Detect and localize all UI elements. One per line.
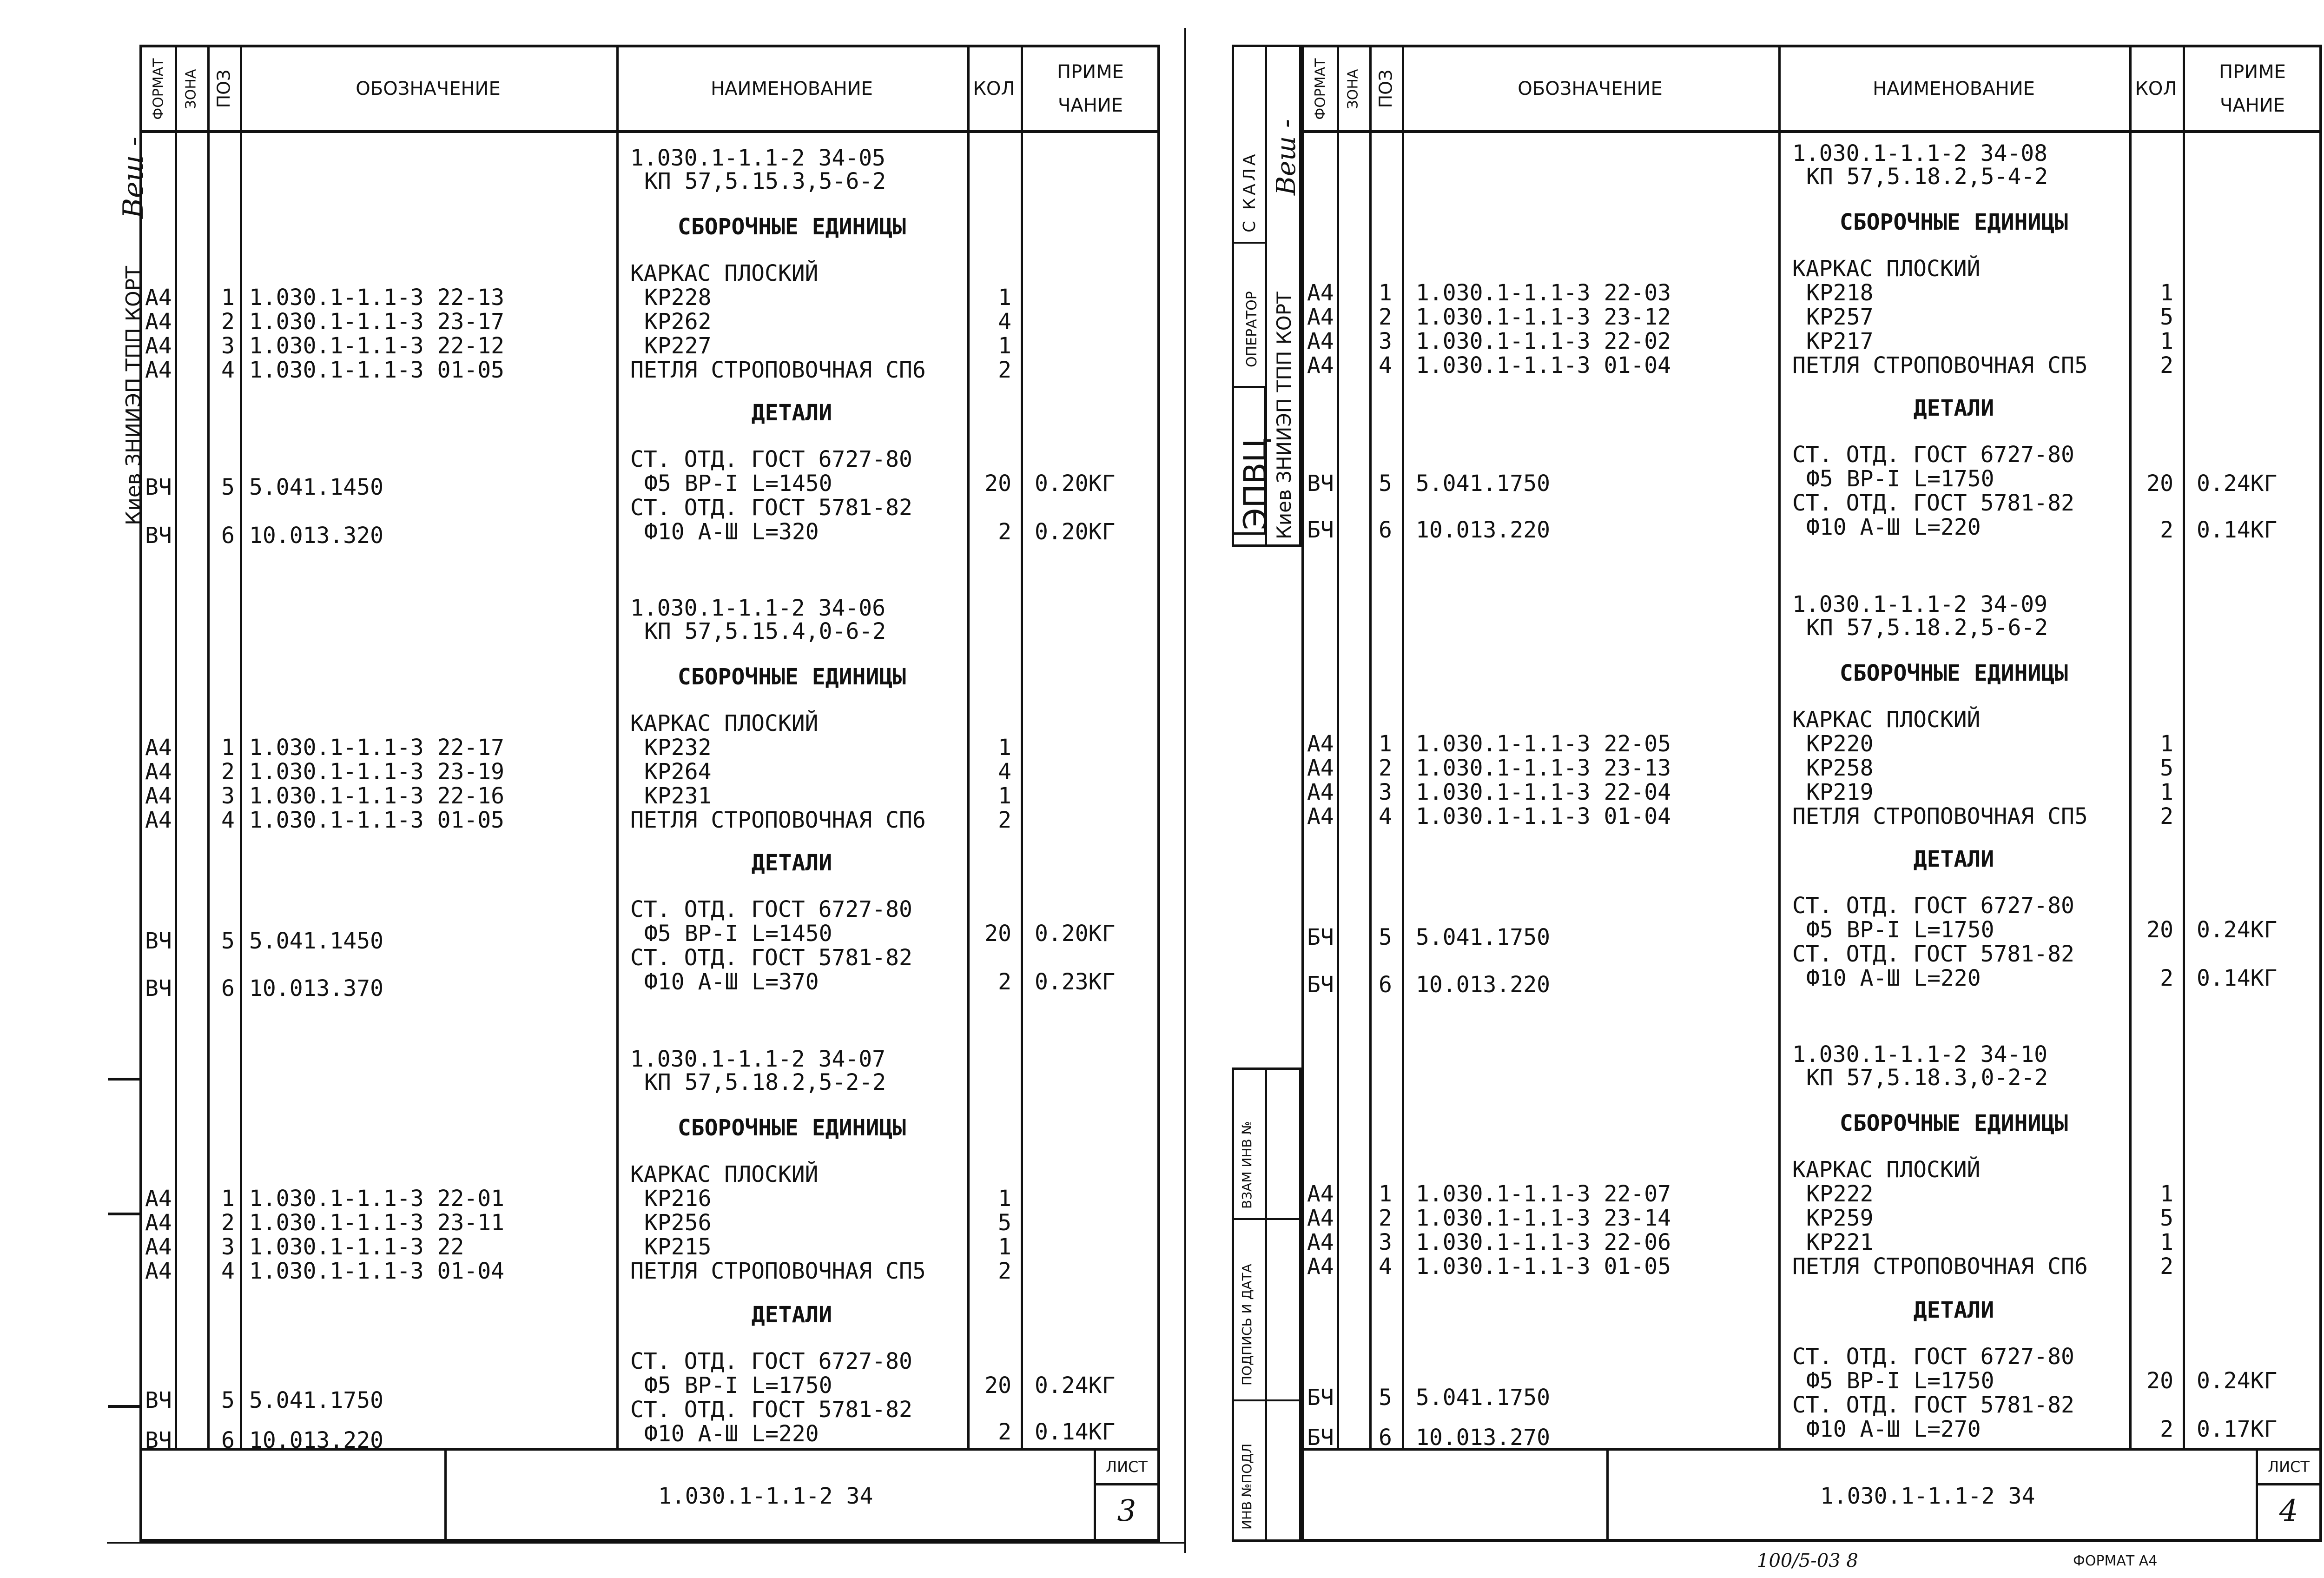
row-pos: 3 — [1379, 328, 1392, 354]
block-subtitle: КП 57,5.18.2,5-4-2 — [1806, 164, 2048, 190]
row-format: А4 — [1307, 1229, 1334, 1255]
detail-designation: 10.013.370 — [249, 975, 383, 1001]
header-note: ПРИМЕ ЧАНИЕ — [1057, 61, 1124, 116]
detail-qty: 20 — [2146, 471, 2173, 497]
detail-note: 0.23КГ — [1035, 969, 1116, 995]
sheet-label: ЛИСТ — [1094, 1451, 1157, 1485]
title-block — [1304, 1448, 2319, 1539]
row-format: А4 — [1307, 328, 1334, 354]
row-designation: 1.030.1-1.1-3 01-05 — [249, 357, 505, 383]
detail-qty: 2 — [2160, 965, 2173, 991]
col-line — [1778, 47, 1781, 1451]
detail-qty: 2 — [998, 1419, 1011, 1445]
row-format: А4 — [1307, 1181, 1334, 1207]
row-format: А4 — [1307, 731, 1334, 757]
row-name: КР215 — [644, 1234, 712, 1260]
row-pos: 3 — [221, 783, 235, 809]
detail-format: ВЧ — [145, 975, 172, 1001]
detail-format: ВЧ — [1307, 471, 1334, 497]
row-pos: 3 — [221, 333, 235, 359]
row-qty: 1 — [2160, 328, 2173, 354]
row-name: КР258 — [1806, 755, 1874, 781]
row-designation: 1.030.1-1.1-3 22-06 — [1416, 1229, 1671, 1255]
row-qty: 4 — [998, 759, 1011, 785]
detail-pos: 6 — [1379, 517, 1392, 543]
spec-sheet-right — [1301, 45, 2322, 1542]
row-format: А4 — [145, 1258, 172, 1284]
header-qty: КОЛ — [973, 78, 1015, 99]
row-qty: 2 — [998, 1258, 1011, 1284]
scale-label: С КАЛА — [1240, 151, 1259, 232]
header-zone: ЗОНА — [183, 69, 199, 109]
assembly-heading: СБОРОЧНЫЕ ЕДИНИЦЫ — [1839, 660, 2068, 686]
detail-pos: 6 — [221, 1427, 235, 1453]
row-pos: 4 — [1379, 1253, 1392, 1280]
detail-name-2: Ф5 ВР-I L=1750 — [1806, 466, 1994, 492]
detail-format: ВЧ — [145, 928, 172, 954]
row-name: ПЕТЛЯ СТРОПОВОЧНАЯ СП5 — [1792, 352, 2088, 378]
row-designation: 1.030.1-1.1-3 01-04 — [1416, 803, 1671, 829]
col-line — [175, 47, 177, 1451]
row-qty: 4 — [998, 309, 1011, 335]
detail-name: СТ. ОТД. ГОСТ 6727-80 — [630, 896, 912, 922]
row-qty: 5 — [2160, 755, 2173, 781]
detail-format: БЧ — [1307, 1425, 1334, 1451]
row-pos: 2 — [221, 759, 235, 785]
header-pos: ПОЗ — [213, 69, 234, 108]
spec-sheet-left — [139, 45, 1160, 1542]
row-format: А4 — [145, 1186, 172, 1212]
row-name: ПЕТЛЯ СТРОПОВОЧНАЯ СП5 — [630, 1258, 926, 1284]
detail-note: 0.24КГ — [2197, 917, 2278, 943]
row-designation: 1.030.1-1.1-3 23-17 — [249, 309, 505, 335]
row-pos: 4 — [221, 807, 235, 833]
row-designation: 1.030.1-1.1-3 22-16 — [249, 783, 505, 809]
block-title: 1.030.1-1.1-2 34-10 — [1792, 1041, 2048, 1067]
row-pos: 4 — [221, 357, 235, 383]
row-designation: 1.030.1-1.1-3 01-04 — [249, 1258, 505, 1284]
row-format: А4 — [145, 759, 172, 785]
row-qty: 2 — [2160, 803, 2173, 829]
details-heading: ДЕТАЛИ — [751, 1302, 832, 1328]
frame-label: КАРКАС ПЛОСКИЙ — [630, 710, 819, 736]
detail-format: ВЧ — [145, 1387, 172, 1413]
row-format: А4 — [1307, 304, 1334, 330]
detail-note: 0.24КГ — [2197, 471, 2278, 497]
row-qty: 2 — [2160, 352, 2173, 378]
row-qty: 2 — [998, 357, 1011, 383]
detail-note: 0.24КГ — [1035, 1372, 1116, 1399]
title-block — [142, 1448, 1157, 1539]
detail-note: 0.20КГ — [1035, 921, 1116, 947]
row-format: А4 — [145, 1210, 172, 1236]
detail-designation: 5.041.1450 — [249, 928, 383, 954]
row-qty: 5 — [998, 1210, 1011, 1236]
details-heading: ДЕТАЛИ — [1913, 395, 1994, 421]
detail-designation: 10.013.220 — [1416, 517, 1550, 543]
row-format: А4 — [1307, 803, 1334, 829]
detail-name: СТ. ОТД. ГОСТ 5781-82 — [1792, 490, 2074, 516]
row-format: А4 — [145, 735, 172, 761]
footer-divider — [444, 1451, 447, 1539]
row-pos: 1 — [221, 285, 235, 311]
row-name: КР257 — [1806, 304, 1874, 330]
frame-label: КАРКАС ПЛОСКИЙ — [630, 1161, 819, 1187]
row-designation: 1.030.1-1.1-3 22-05 — [1416, 731, 1671, 757]
detail-name-2: Ф5 ВР-I L=1750 — [644, 1372, 832, 1399]
detail-qty: 2 — [2160, 1416, 2173, 1442]
block-subtitle: КП 57,5.15.4,0-6-2 — [644, 618, 886, 644]
detail-note: 0.14КГ — [2197, 517, 2278, 543]
row-pos: 1 — [1379, 280, 1392, 306]
document-code: 1.030.1-1.1-2 34 — [1820, 1483, 2035, 1509]
row-qty: 2 — [2160, 1253, 2173, 1280]
col-line — [240, 47, 242, 1451]
row-designation: 1.030.1-1.1-3 23-12 — [1416, 304, 1671, 330]
detail-name: СТ. ОТД. ГОСТ 5781-82 — [1792, 1392, 2074, 1418]
detail-format: ВЧ — [145, 474, 172, 500]
detail-name: СТ. ОТД. ГОСТ 6727-80 — [630, 446, 912, 472]
header-zone: ЗОНА — [1345, 69, 1361, 109]
block-subtitle: КП 57,5.18.3,0-2-2 — [1806, 1065, 2048, 1091]
row-pos: 1 — [1379, 731, 1392, 757]
side-stamp-divider — [1232, 242, 1265, 244]
row-designation: 1.030.1-1.1-3 23-14 — [1416, 1205, 1671, 1231]
detail-note: 0.20КГ — [1035, 519, 1116, 545]
row-pos: 2 — [1379, 755, 1392, 781]
row-pos: 4 — [221, 1258, 235, 1284]
assembly-heading: СБОРОЧНЫЕ ЕДИНИЦЫ — [677, 214, 906, 240]
approval-divider — [1232, 1218, 1301, 1220]
detail-name: СТ. ОТД. ГОСТ 5781-82 — [1792, 941, 2074, 967]
row-format: А4 — [145, 309, 172, 335]
detail-designation: 5.041.1750 — [1416, 471, 1550, 497]
row-designation: 1.030.1-1.1-3 01-05 — [1416, 1253, 1671, 1280]
frame-label: КАРКАС ПЛОСКИЙ — [1792, 707, 1981, 733]
row-qty: 2 — [998, 807, 1011, 833]
row-qty: 1 — [998, 285, 1011, 311]
detail-name-2: Ф10 А-Ш L=220 — [1806, 965, 1981, 991]
row-format: А4 — [1307, 755, 1334, 781]
detail-designation: 5.041.1750 — [1416, 1385, 1550, 1411]
row-pos: 2 — [221, 309, 235, 335]
row-name: ПЕТЛЯ СТРОПОВОЧНАЯ СП6 — [630, 357, 926, 383]
detail-pos: 6 — [221, 975, 235, 1001]
detail-name: СТ. ОТД. ГОСТ 5781-82 — [630, 1397, 912, 1423]
row-pos: 3 — [1379, 1229, 1392, 1255]
row-name: КР227 — [644, 333, 712, 359]
row-designation: 1.030.1-1.1-3 22-04 — [1416, 779, 1671, 805]
detail-designation: 10.013.220 — [1416, 972, 1550, 998]
row-format: А4 — [145, 807, 172, 833]
row-pos: 1 — [221, 735, 235, 761]
row-name: КР221 — [1806, 1229, 1874, 1255]
row-pos: 2 — [221, 1210, 235, 1236]
row-name: КР232 — [644, 735, 712, 761]
row-name: КР264 — [644, 759, 712, 785]
header-format: ФОРМАТ — [150, 58, 167, 120]
row-name: ПЕТЛЯ СТРОПОВОЧНАЯ СП6 — [630, 807, 926, 833]
margin-tick — [108, 1213, 140, 1215]
row-format: А4 — [1307, 1205, 1334, 1231]
col-line — [1402, 47, 1404, 1451]
row-name: КР219 — [1806, 779, 1874, 805]
col-line — [2183, 47, 2185, 1451]
bottom-cut-line — [107, 1542, 1185, 1544]
footer-divider — [1606, 1451, 1609, 1539]
frame-label: КАРКАС ПЛОСКИЙ — [1792, 1157, 1981, 1183]
row-name: КР217 — [1806, 328, 1874, 354]
col-line — [616, 47, 619, 1451]
row-qty: 1 — [998, 735, 1011, 761]
row-qty: 1 — [998, 1234, 1011, 1260]
assembly-heading: СБОРОЧНЫЕ ЕДИНИЦЫ — [677, 664, 906, 690]
row-designation: 1.030.1-1.1-3 22 — [249, 1234, 464, 1260]
row-designation: 1.030.1-1.1-3 22-03 — [1416, 280, 1671, 306]
detail-note: 0.14КГ — [2197, 965, 2278, 991]
block-subtitle: КП 57,5.15.3,5-6-2 — [644, 168, 886, 194]
row-pos: 1 — [221, 1186, 235, 1212]
assembly-heading: СБОРОЧНЫЕ ЕДИНИЦЫ — [1839, 1110, 2068, 1136]
left-margin-signature: Веш - — [117, 137, 150, 219]
frame-label: КАРКАС ПЛОСКИЙ — [1792, 256, 1981, 282]
detail-name: СТ. ОТД. ГОСТ 6727-80 — [630, 1348, 912, 1374]
document-code: 1.030.1-1.1-2 34 — [658, 1483, 873, 1509]
detail-format: БЧ — [1307, 972, 1334, 998]
detail-name: СТ. ОТД. ГОСТ 5781-82 — [630, 945, 912, 971]
row-pos: 4 — [1379, 352, 1392, 378]
row-name: КР216 — [644, 1186, 712, 1212]
detail-qty: 2 — [998, 969, 1011, 995]
row-name: КР231 — [644, 783, 712, 809]
podpis-data-label: ПОДПИСЬ И ДАТА — [1239, 1264, 1254, 1386]
detail-qty: 20 — [984, 921, 1011, 947]
detail-format: ВЧ — [145, 1427, 172, 1453]
row-designation: 1.030.1-1.1-3 22-01 — [249, 1186, 505, 1212]
header-qty: КОЛ — [2135, 78, 2177, 99]
detail-name-2: Ф10 А-Ш L=370 — [644, 969, 819, 995]
detail-designation: 5.041.1450 — [249, 474, 383, 500]
row-format: А4 — [145, 1234, 172, 1260]
detail-name: СТ. ОТД. ГОСТ 6727-80 — [1792, 893, 2074, 919]
row-pos: 2 — [1379, 1205, 1392, 1231]
detail-format: БЧ — [1307, 517, 1334, 543]
row-qty: 1 — [2160, 1229, 2173, 1255]
row-format: А4 — [145, 285, 172, 311]
detail-qty: 20 — [984, 471, 1011, 497]
detail-name-2: Ф10 А-Ш L=220 — [1806, 514, 1981, 540]
header-designation: ОБОЗНАЧЕНИЕ — [356, 78, 501, 99]
detail-qty: 20 — [2146, 1368, 2173, 1394]
row-pos: 2 — [1379, 304, 1392, 330]
row-designation: 1.030.1-1.1-3 23-19 — [249, 759, 505, 785]
assembly-heading: СБОРОЧНЫЕ ЕДИНИЦЫ — [677, 1115, 906, 1141]
row-format: А4 — [1307, 779, 1334, 805]
vzam-inv-label: ВЗАМ ИНВ № — [1239, 1121, 1254, 1209]
detail-pos: 5 — [1379, 1385, 1392, 1411]
header-pos: ПОЗ — [1375, 69, 1396, 108]
detail-qty: 2 — [998, 519, 1011, 545]
row-designation: 1.030.1-1.1-3 01-05 — [249, 807, 505, 833]
row-name: КР228 — [644, 285, 712, 311]
detail-name: СТ. ОТД. ГОСТ 6727-80 — [1792, 442, 2074, 468]
detail-name-2: Ф5 ВР-I L=1450 — [644, 471, 832, 497]
sheet-number: 3 — [1094, 1483, 1157, 1539]
approval-divider — [1232, 1399, 1301, 1401]
detail-pos: 5 — [221, 474, 235, 500]
detail-pos: 6 — [221, 523, 235, 549]
block-title: 1.030.1-1.1-2 34-08 — [1792, 140, 2048, 166]
block-title: 1.030.1-1.1-2 34-06 — [630, 595, 886, 621]
row-qty: 1 — [2160, 779, 2173, 805]
row-format: А4 — [145, 333, 172, 359]
detail-pos: 5 — [221, 1387, 235, 1413]
row-pos: 4 — [1379, 803, 1392, 829]
row-name: КР262 — [644, 309, 712, 335]
block-title: 1.030.1-1.1-2 34-09 — [1792, 591, 2048, 617]
row-format: А4 — [1307, 280, 1334, 306]
detail-pos: 5 — [221, 928, 235, 954]
detail-note: 0.24КГ — [2197, 1368, 2278, 1394]
detail-designation: 10.013.270 — [1416, 1425, 1550, 1451]
row-qty: 1 — [998, 333, 1011, 359]
detail-note: 0.14КГ — [1035, 1419, 1116, 1445]
row-name: КР256 — [644, 1210, 712, 1236]
detail-name-2: Ф10 А-Ш L=320 — [644, 519, 819, 545]
detail-designation: 10.013.220 — [249, 1427, 383, 1453]
handwritten-note: 100/5-03 8 — [1757, 1550, 1858, 1571]
row-name: КР220 — [1806, 731, 1874, 757]
row-name: КР222 — [1806, 1181, 1874, 1207]
center-fold-line — [1184, 28, 1186, 1553]
row-name: ПЕТЛЯ СТРОПОВОЧНАЯ СП5 — [1792, 803, 2088, 829]
row-designation: 1.030.1-1.1-3 23-11 — [249, 1210, 505, 1236]
detail-note: 0.17КГ — [2197, 1416, 2278, 1442]
detail-name: СТ. ОТД. ГОСТ 5781-82 — [630, 495, 912, 521]
row-qty: 5 — [2160, 304, 2173, 330]
detail-note: 0.20КГ — [1035, 471, 1116, 497]
row-designation: 1.030.1-1.1-3 23-13 — [1416, 755, 1671, 781]
sheet-label: ЛИСТ — [2256, 1451, 2319, 1485]
detail-designation: 10.013.320 — [249, 523, 383, 549]
block-title: 1.030.1-1.1-2 34-05 — [630, 145, 886, 171]
detail-name-2: Ф10 А-Ш L=270 — [1806, 1416, 1981, 1442]
detail-qty: 20 — [984, 1372, 1011, 1399]
header-underline — [142, 130, 1157, 133]
row-name: ПЕТЛЯ СТРОПОВОЧНАЯ СП6 — [1792, 1253, 2088, 1280]
format-label: ФОРМАТ А4 — [2073, 1553, 2158, 1569]
margin-tick — [108, 1405, 140, 1408]
detail-name: СТ. ОТД. ГОСТ 6727-80 — [1792, 1344, 2074, 1370]
row-qty: 1 — [2160, 280, 2173, 306]
detail-name-2: Ф5 ВР-I L=1450 — [644, 921, 832, 947]
epvts-stamp: ЭПВЦ — [1237, 438, 1274, 530]
row-designation: 1.030.1-1.1-3 22-07 — [1416, 1181, 1671, 1207]
row-designation: 1.030.1-1.1-3 22-02 — [1416, 328, 1671, 354]
left-margin-stamp: Киев ЗНИИЭП ТПП КОРТ — [122, 265, 145, 525]
row-pos: 3 — [221, 1234, 235, 1260]
detail-name-2: Ф5 ВР-I L=1750 — [1806, 917, 1994, 943]
row-pos: 3 — [1379, 779, 1392, 805]
header-note: ПРИМЕ ЧАНИЕ — [2219, 61, 2286, 116]
row-qty: 1 — [2160, 731, 2173, 757]
details-heading: ДЕТАЛИ — [1913, 846, 1994, 872]
block-title: 1.030.1-1.1-2 34-07 — [630, 1046, 886, 1072]
row-qty: 1 — [998, 1186, 1011, 1212]
detail-qty: 20 — [2146, 917, 2173, 943]
detail-format: ВЧ — [145, 523, 172, 549]
col-line — [1021, 47, 1023, 1451]
detail-pos: 5 — [1379, 471, 1392, 497]
row-format: А4 — [145, 357, 172, 383]
row-pos: 1 — [1379, 1181, 1392, 1207]
col-line — [1337, 47, 1339, 1451]
approval-column-divider — [1265, 1067, 1267, 1542]
operator-label: ОПЕРАТОР — [1244, 291, 1260, 367]
frame-label: КАРКАС ПЛОСКИЙ — [630, 260, 819, 286]
details-heading: ДЕТАЛИ — [751, 400, 832, 426]
row-qty: 1 — [2160, 1181, 2173, 1207]
right-margin-stamp: Киев ЗНИИЭП ТПП КОРТ — [1273, 292, 1295, 539]
detail-pos: 6 — [1379, 972, 1392, 998]
row-designation: 1.030.1-1.1-3 22-13 — [249, 285, 505, 311]
row-designation: 1.030.1-1.1-3 22-17 — [249, 735, 505, 761]
header-format: ФОРМАТ — [1312, 58, 1329, 120]
header-designation: ОБОЗНАЧЕНИЕ — [1518, 78, 1663, 99]
detail-format: БЧ — [1307, 924, 1334, 950]
margin-tick — [108, 1078, 140, 1081]
detail-designation: 5.041.1750 — [1416, 924, 1550, 950]
right-margin-signature: Веш - — [1271, 119, 1301, 195]
row-designation: 1.030.1-1.1-3 22-12 — [249, 333, 505, 359]
detail-name-2: Ф5 ВР-I L=1750 — [1806, 1368, 1994, 1394]
block-subtitle: КП 57,5.18.2,5-2-2 — [644, 1069, 886, 1095]
detail-format: БЧ — [1307, 1385, 1334, 1411]
block-subtitle: КП 57,5.18.2,5-6-2 — [1806, 615, 2048, 641]
row-designation: 1.030.1-1.1-3 01-04 — [1416, 352, 1671, 378]
row-format: А4 — [145, 783, 172, 809]
row-qty: 5 — [2160, 1205, 2173, 1231]
row-name: КР218 — [1806, 280, 1874, 306]
row-format: А4 — [1307, 1253, 1334, 1280]
col-line — [1369, 47, 1372, 1451]
header-name: НАИМЕНОВАНИЕ — [711, 78, 873, 99]
detail-pos: 5 — [1379, 924, 1392, 950]
row-name: КР259 — [1806, 1205, 1874, 1231]
row-format: А4 — [1307, 352, 1334, 378]
sheet-number: 4 — [2256, 1483, 2319, 1539]
header-underline — [1304, 130, 2319, 133]
detail-pos: 6 — [1379, 1425, 1392, 1451]
row-qty: 1 — [998, 783, 1011, 809]
assembly-heading: СБОРОЧНЫЕ ЕДИНИЦЫ — [1839, 209, 2068, 235]
detail-qty: 2 — [2160, 517, 2173, 543]
detail-designation: 5.041.1750 — [249, 1387, 383, 1413]
col-line — [207, 47, 210, 1451]
details-heading: ДЕТАЛИ — [1913, 1297, 1994, 1323]
header-name: НАИМЕНОВАНИЕ — [1873, 78, 2035, 99]
details-heading: ДЕТАЛИ — [751, 850, 832, 876]
inv-podl-label: ИНВ №ПОДЛ — [1239, 1443, 1254, 1530]
detail-name-2: Ф10 А-Ш L=220 — [644, 1421, 819, 1447]
